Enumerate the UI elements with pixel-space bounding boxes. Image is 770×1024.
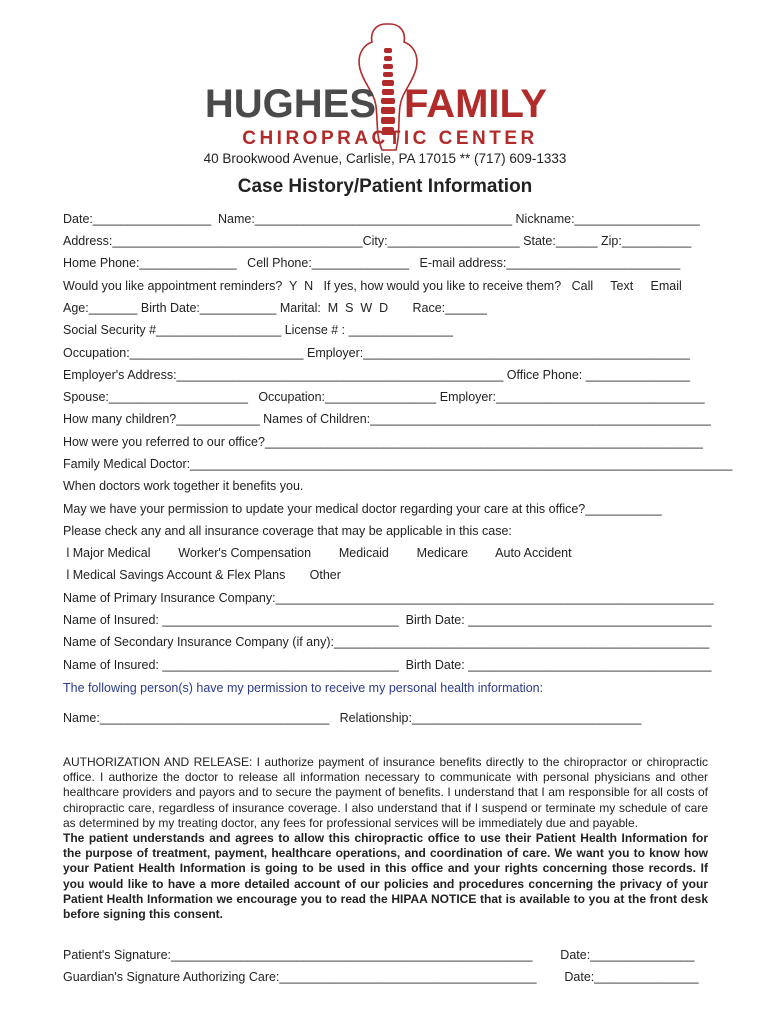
logo-word-family: FAMILY [404, 82, 547, 126]
form-line-address: Address:____________________________________City:___________________ State:______ Zip:__________ [63, 234, 692, 248]
form-line-insured-1: Name of Insured: __________________________________ Birth Date: ___________________________________ [63, 613, 712, 627]
logo-word-hughes: HUGHES [204, 82, 376, 126]
form-line-referral: How were you referred to our office?_______________________________________________________________ [63, 435, 703, 449]
clinic-logo [190, 14, 590, 154]
form-line-secondary-insurance: Name of Secondary Insurance Company (if any):______________________________________________________ [63, 635, 710, 649]
form-line-insured-2: Name of Insured: __________________________________ Birth Date: ___________________________________ [63, 658, 712, 672]
form-title: Case History/Patient Information [237, 176, 533, 197]
form-line-permission-update: May we have your permission to update your medical doctor regarding your care at this office?___________ [63, 502, 662, 516]
form-line-insurance-intro: Please check any and all insurance coverage that may be applicable in this case: [63, 524, 512, 538]
form-line-ssn: Social Security #__________________ License # : _______________ [63, 323, 453, 337]
logo-subtitle: CHIROPRACTIC CENTER [242, 128, 538, 149]
form-line-primary-insurance: Name of Primary Insurance Company:_______________________________________________________________ [63, 591, 714, 605]
authorization-section [63, 755, 708, 922]
authorization-text: AUTHORIZATION AND RELEASE: I authorize payment of insurance benefits directly to the chiropractor or chiropractic office. I authorize the doctor to release all information necessary to communicate with personal physicians and other healthcare providers and payors and to secure the payment of benefits. I understand that I am responsible for all costs of chiropractic care, regardless of insurance coverage. I also understand that if I suspend or terminate my schedule of care as determined by my treating doctor, any fees for professional services will be immediately due and payable. [63, 755, 708, 830]
form-line-phones: Home Phone:______________ Cell Phone:______________ E-mail address:_________________________ [63, 256, 681, 270]
form-line-employer-address: Employer's Address:_______________________________________________ Office Phone: _______________ [63, 368, 691, 382]
form-line-insurance-options-2: l Medical Savings Account & Flex Plans Other [63, 568, 341, 582]
clinic-address: 40 Brookwood Avenue, Carlisle, PA 17015 ** (717) 609-1333 [203, 151, 567, 166]
hipaa-consent-text: The patient understands and agrees to allow this chiropractic office to use their Patient Health Information for the purpose of treatment, payment, healthcare operations, and coordination of care. We want you to know how your Patient Health Information is going to be used in this office and your rights concerning those records. If you would like to have a more detailed account of our policies and procedures concerning the privacy of your Patient Health Information we encourage you to read the HIPAA NOTICE that is available to you at the front desk before signing this consent. [63, 831, 708, 922]
permission-line: Name:_________________________________ Relationship:_________________________________ [63, 711, 642, 725]
form-line-age: Age:_______ Birth Date:___________ Marital: M S W D Race:______ [63, 301, 487, 315]
form-line-insurance-options-1: l Major Medical Worker's Compensation Medicaid Medicare Auto Accident [63, 546, 572, 560]
form-line-spouse: Spouse:____________________ Occupation:________________ Employer:______________________________ [63, 390, 705, 404]
form-line-family-doctor: Family Medical Doctor:______________________________________________________________________________ [63, 457, 733, 471]
guardian-signature-line: Guardian's Signature Authorizing Care:_____________________________________ Date:_______________ [63, 970, 699, 984]
form-line-occupation: Occupation:_________________________ Employer:_______________________________________________ [63, 346, 690, 360]
form-line-children: How many children?____________ Names of Children:_________________________________________________ [63, 412, 711, 426]
permission-heading: The following person(s) have my permission to receive my personal health information: [63, 681, 544, 695]
patient-signature-line: Patient's Signature:____________________________________________________ Date:_______________ [63, 948, 695, 962]
form-line-doctors-note: When doctors work together it benefits you. [63, 479, 304, 493]
form-line-date-name: Date:_________________ Name:_____________________________________ Nickname:__________________ [63, 212, 700, 226]
form-line-reminders: Would you like appointment reminders? Y N If yes, how would you like to receive them? Call Text Email [63, 279, 682, 293]
